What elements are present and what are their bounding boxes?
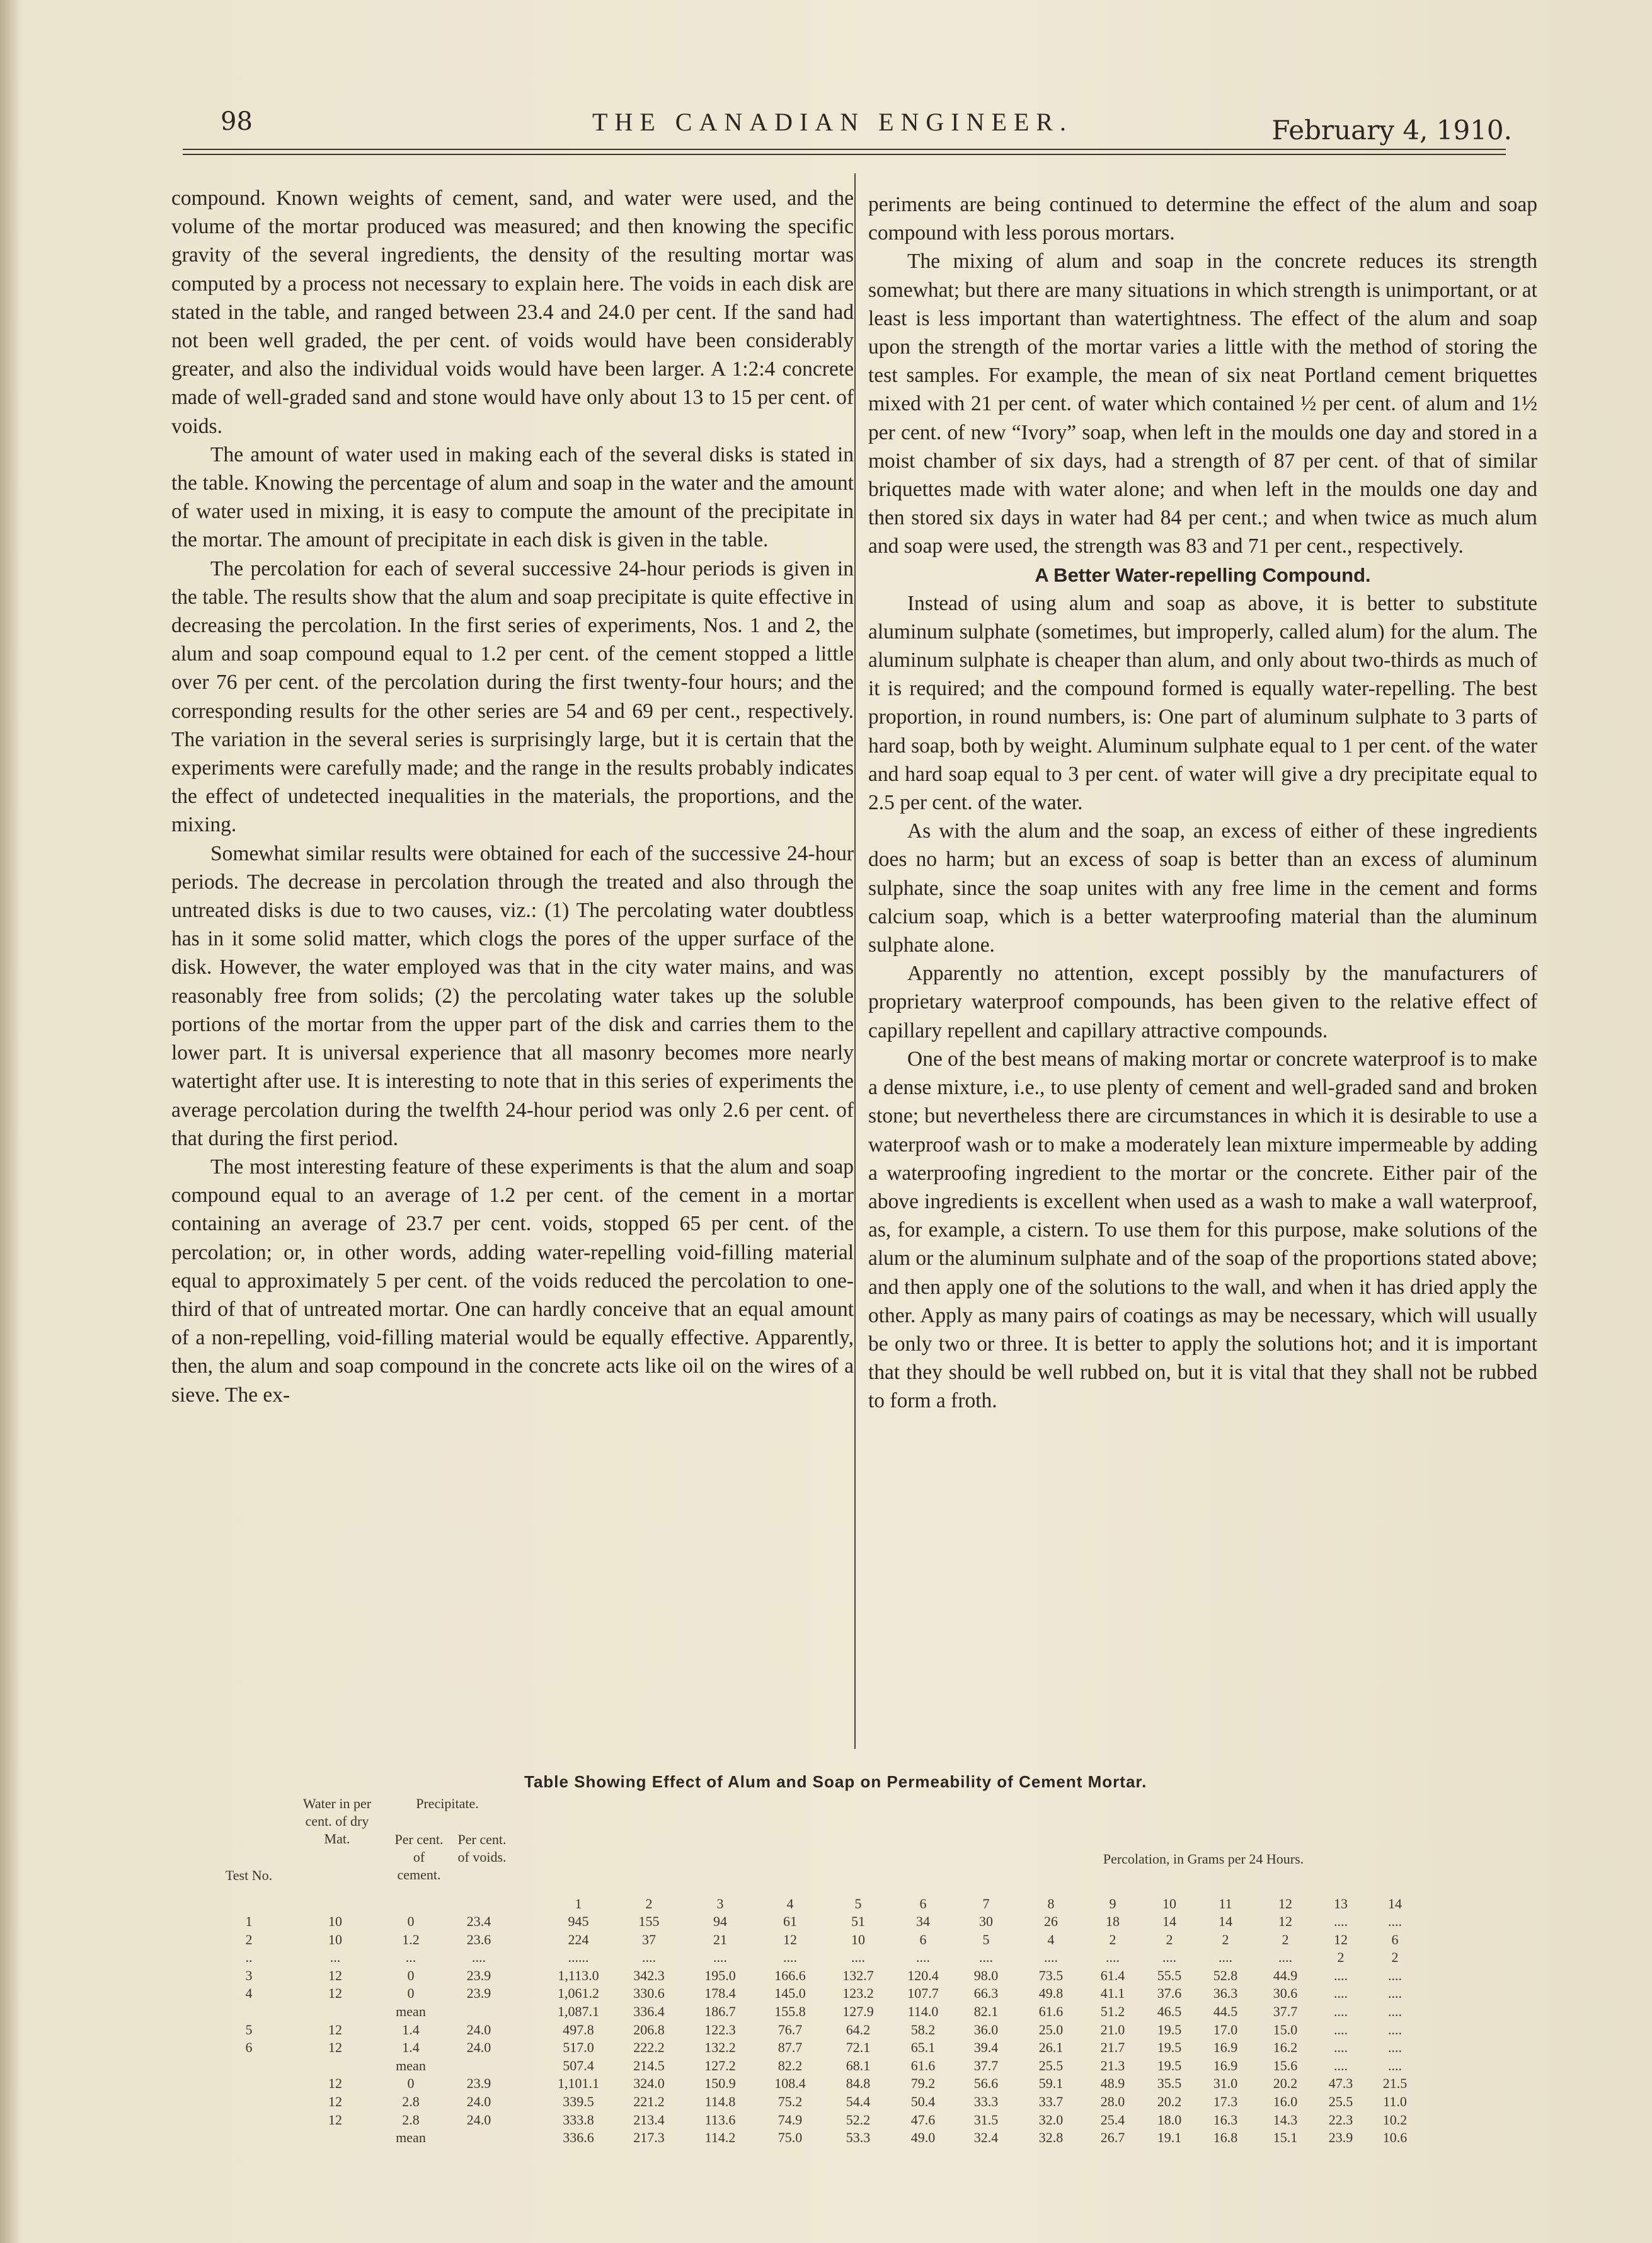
table-cell: 14 <box>1219 1913 1232 1929</box>
period-number: 3 <box>716 1896 724 1911</box>
table-cell: 30.6 <box>1273 1985 1298 2002</box>
paragraph: Somewhat similar results were obtained for each of the successive 24-hour periods. The decrease in percolation through the treated and also through the untreated disks is due to two causes, viz.: (1) The percolating water doubtless has in it some solid matter, which clogs the pores of the upper surface of the disk. However, the water employed was that in the city water mains, and was reasonably free from solids; (2) the percolating water takes up the soluble portions of the mortar from the upper part of the disk and carries them to the lower part. It is universal experience that all masonry becomes more nearly watertight after use. It is interesting to note that in this series of experiments the average percolation during the twelfth 24-hour period was only 2.6 per cent. of that during the first period. <box>171 841 854 1150</box>
table-cell: 145.0 <box>774 1985 806 2002</box>
table-cell: 24.0 <box>466 2021 491 2038</box>
table-cell: 10.2 <box>1382 2111 1408 2128</box>
table-cell: 5 <box>245 2021 253 2038</box>
period-number: 4 <box>786 1896 794 1911</box>
table-cell: 6 <box>919 1931 927 1947</box>
table-cell: 17.0 <box>1213 2021 1238 2038</box>
table-cell: 46.5 <box>1157 2004 1182 2019</box>
table-cell: 507.4 <box>563 2057 594 2073</box>
table-cell: 73.5 <box>1038 1967 1064 1983</box>
table-cell: 53.3 <box>846 2130 871 2146</box>
table-cell: .... <box>1219 1949 1232 1966</box>
table-cell: 28.0 <box>1100 2094 1125 2109</box>
table-cell: 150.9 <box>704 2075 736 2092</box>
table-cell: 41.1 <box>1100 1985 1125 2002</box>
table-cell: 23.4 <box>466 1913 491 1929</box>
table-cell: 23.9 <box>1328 2130 1353 2146</box>
table-cell: 1,087.1 <box>558 2004 599 2019</box>
table-cell: 214.5 <box>633 2057 665 2073</box>
table-cell: 127.9 <box>842 2004 874 2019</box>
table-cell: .... <box>1388 2021 1402 2038</box>
table-cell: 21 <box>713 1931 727 1947</box>
table-cell: 2 <box>245 1931 253 1947</box>
table-cell: 2 <box>1222 1931 1229 1947</box>
period-number: 11 <box>1219 1896 1232 1911</box>
table-cell: 34 <box>916 1913 930 1929</box>
table-cell: 49.8 <box>1038 1985 1064 2002</box>
table-cell: 166.6 <box>774 1967 806 1983</box>
table-cell: 23.9 <box>466 1985 491 2002</box>
table-cell: 16.8 <box>1213 2130 1238 2146</box>
table-cell: 2 <box>1282 1931 1289 1947</box>
table-cell: 3 <box>245 1967 253 1983</box>
table-cell: 0 <box>407 1985 415 2002</box>
table-cell: 51 <box>851 1913 865 1929</box>
table-cell: 16.9 <box>1213 2039 1238 2056</box>
header-per-voids: Per cent. of voids. <box>457 1831 507 1865</box>
table-cell: 26 <box>1044 1913 1058 1929</box>
period-number: 13 <box>1334 1896 1348 1911</box>
table-cell: ... <box>330 1949 341 1966</box>
table-cell: ... <box>405 1949 416 1966</box>
period-number: 5 <box>854 1896 862 1911</box>
table-cell: 24.0 <box>466 2094 491 2109</box>
table-cell: 14.3 <box>1273 2111 1298 2128</box>
table-cell: 120.4 <box>907 1967 939 1983</box>
table-cell: 65.1 <box>910 2039 936 2056</box>
table-cell: 222.2 <box>633 2039 665 2056</box>
period-number: 14 <box>1388 1896 1402 1911</box>
table-cell: 221.2 <box>633 2094 665 2109</box>
table-cell: 79.2 <box>910 2075 936 2092</box>
table-cell: 23.6 <box>466 1931 491 1947</box>
table-cell: 82.2 <box>777 2057 803 2073</box>
table-cell: .... <box>1106 1949 1120 1966</box>
table-cell: 12 <box>1278 1913 1292 1929</box>
table-cell: 31.0 <box>1213 2075 1238 2092</box>
table-cell: ...... <box>568 1949 589 1966</box>
table-cell: 127.2 <box>704 2057 736 2073</box>
table-cell: 32.4 <box>973 2130 999 2146</box>
period-number: 2 <box>645 1896 653 1911</box>
table-cell: 12 <box>1334 1931 1348 1947</box>
table-cell: 19.1 <box>1157 2130 1182 2146</box>
paragraph: The amount of water used in making each of the several disks is stated in the table. Knowing the percentage of alum and soap in the water and the amount of water used in mixing, it is easy to compute the amount of the precipitate in the mortar. The amount of precipitate in each disk is given in the table. <box>171 442 854 552</box>
table-cell: .... <box>1388 1913 1402 1929</box>
table-cell: 37 <box>642 1931 656 1947</box>
paragraph: compound. Known weights of cement, sand, and water were used, and the volume of the mortar produced was measured; and then knowing the specific gravity of the several ingredients, the density of the resulting mortar was computed by a process not necessary to explain here. The voids in each disk are stated in the table, and ranged between 23.4 and 24.0 per cent. If the sand had not been well graded, the per cent. of voids would have been considerably greater, and also the individual voids would have been larger. A 1:2:4 concrete made of well-graded sand and stone would have only about 13 to 15 per cent. of voids. <box>171 187 854 438</box>
table-cell: 6 <box>1391 1931 1399 1947</box>
header-per-cement: Per cent. of cement. <box>394 1831 444 1883</box>
table-cell: 6 <box>245 2039 253 2056</box>
table-cell: mean <box>396 2130 426 2146</box>
table-cell: 2.8 <box>402 2094 420 2109</box>
table-cell: .... <box>1334 2057 1348 2073</box>
table-cell: .... <box>916 1949 930 1966</box>
table-cell: 1.4 <box>402 2039 420 2056</box>
table-cell: 224 <box>568 1931 589 1947</box>
table-cell: 61.4 <box>1100 1967 1125 1983</box>
table-title: Table Showing Effect of Alum and Soap on Permeability of Cement Mortar. <box>524 1772 1147 1791</box>
table-cell: 30 <box>979 1913 993 1929</box>
paragraph: One of the best means of making mortar or concrete waterproof is to make a dense mixture, i.e., to use plenty of cement and well-graded sand and broken stone; but nevertheless there are circumstances in which it is desirable to use a waterproof wash or to make a moderately lean mixture impermeable by adding a waterproofing ingredient to the mortar or the concrete. Either pair of the above ingredients is excellent when used as a wash to make a wall waterproof, as, for example, a cistern. To use them for this purpose, make solutions of the alum or the aluminum sulphate and of the soap of the proportions stated above; and then apply one of the solutions to the wall, and when it has dried apply the other. Apply as many pairs of coatings as may be necessary, which will usually be only two or three. It is better to apply the solutions hot; and it is important that they should be well rubbed on, but it is vital that they shall not be rubbed to form a froth. <box>868 1047 1537 1413</box>
table-cell: 36.0 <box>973 2021 999 2038</box>
table-cell: 82.1 <box>973 2004 999 2019</box>
table-cell: 26.7 <box>1100 2130 1125 2146</box>
header-water: Water in per cent. of dry Mat. <box>302 1796 372 1847</box>
table-cell: 37.7 <box>1273 2004 1298 2019</box>
table-cell: .... <box>472 1949 486 1966</box>
table-cell: 37.6 <box>1157 1985 1182 2002</box>
table-cell: 15.0 <box>1273 2021 1298 2038</box>
table-cell: 14 <box>1162 1913 1176 1929</box>
table-cell: 324.0 <box>633 2075 665 2092</box>
table-cell: 114.8 <box>704 2094 736 2109</box>
table-cell: 342.3 <box>633 1967 665 1983</box>
table-cell: 18.0 <box>1157 2111 1182 2128</box>
table-cell: 20.2 <box>1273 2075 1298 2092</box>
table-cell: 68.1 <box>846 2057 871 2073</box>
table-cell: 75.0 <box>777 2130 803 2146</box>
table-cell: 336.6 <box>563 2130 594 2146</box>
table-cell: 10 <box>328 1931 342 1947</box>
table-cell: 0 <box>407 2075 415 2092</box>
table-cell: 16.0 <box>1273 2094 1298 2109</box>
table-cell: 22.3 <box>1328 2111 1353 2128</box>
table-cell: 33.3 <box>973 2094 999 2109</box>
table-cell: 206.8 <box>633 2021 665 2038</box>
table-cell: 15.1 <box>1273 2130 1298 2146</box>
table-cell: 16.2 <box>1273 2039 1298 2056</box>
table-cell: 17.3 <box>1213 2094 1238 2109</box>
table-cell: .... <box>1334 1985 1348 2002</box>
issue-date: February 4, 1910. <box>1271 115 1512 146</box>
table-cell: 1 <box>245 1913 253 1929</box>
table-cell: 517.0 <box>563 2039 594 2056</box>
period-number: 7 <box>982 1896 990 1911</box>
table-cell: 5 <box>982 1931 990 1947</box>
table-cell: 945 <box>568 1913 589 1929</box>
table-cell: 94 <box>713 1913 727 1929</box>
table-cell: 44.5 <box>1213 2004 1238 2019</box>
table-cell: 74.9 <box>777 2111 803 2128</box>
table-cell: 59.1 <box>1038 2075 1064 2092</box>
table-cell: 66.3 <box>973 1985 999 2002</box>
table-cell: 26.1 <box>1038 2039 1064 2056</box>
table-cell: .... <box>1334 2004 1348 2019</box>
journal-title: THE CANADIAN ENGINEER. <box>592 108 1074 136</box>
paragraph: Instead of using alum and soap as above, it is better to substitute aluminum sulphate (sometimes, but improperly, called alum) for the alum. The aluminum sulphate is cheaper than alum, and only about two-thirds as much of it is required; and the compound formed is equally water-repelling. The best proportion, in round numbers, is: One part of aluminum sulphate to 3 parts of hard soap, both by weight. Aluminum sulphate equal to 1 per cent. of the water and hard soap equal to 3 per cent. of water will give a dry precipitate equal to 2.5 per cent. of the water. <box>868 591 1537 815</box>
table-cell: 155.8 <box>774 2004 806 2019</box>
table-cell: 48.9 <box>1100 2075 1125 2092</box>
table-cell: mean <box>396 2004 426 2019</box>
table-cell: 19.5 <box>1157 2057 1182 2073</box>
table-cell: 61 <box>783 1913 797 1929</box>
table-cell: .... <box>1388 2004 1402 2019</box>
table-cell: 24.0 <box>466 2111 491 2128</box>
table-cell: 107.7 <box>907 1985 939 2002</box>
table-cell: .... <box>1334 2039 1348 2056</box>
table-cell: 12 <box>783 1931 797 1947</box>
table-cell: 25.5 <box>1038 2057 1064 2073</box>
table-cell: .... <box>1388 1985 1402 2002</box>
table-cell: 10.6 <box>1382 2130 1408 2146</box>
table-cell: mean <box>396 2057 426 2073</box>
table-cell: 213.4 <box>633 2111 665 2128</box>
table-cell: 47.3 <box>1328 2075 1353 2092</box>
table-cell: 98.0 <box>973 1967 999 1983</box>
table-cell: 330.6 <box>633 1985 665 2002</box>
table-cell: 39.4 <box>973 2039 999 2056</box>
period-number: 12 <box>1278 1896 1292 1911</box>
table-cell: .... <box>1388 2057 1402 2073</box>
table-cell: 186.7 <box>704 2004 736 2019</box>
table-cell: 18 <box>1106 1913 1120 1929</box>
table-cell: 35.5 <box>1157 2075 1182 2092</box>
table-cell: .... <box>1388 2039 1402 2056</box>
table-cell: 12 <box>328 2021 342 2038</box>
table-cell: 108.4 <box>774 2075 806 2092</box>
table-cell: 21.5 <box>1382 2075 1408 2092</box>
table-cell: 32.0 <box>1038 2111 1064 2128</box>
table-cell: 16.9 <box>1213 2057 1238 2073</box>
paragraph: The percolation for each of several successive 24-hour periods is given in the table. The results show that the alum and soap precipitate is quite effective in decreasing the percolation. In the first series of experiments, Nos. 1 and 2, the alum and soap compound equal to 1.2 per cent. of the cement stopped a little over 76 per cent. of the percolation during the first twenty-four hours; and the corresponding results for the other series are 54 and 69 per cent., respectively. The variation in the several series is surprisingly large, but it is certain that the experiments were carefully made; and the range in the results probably indicates the effect of undetected inequalities in the materials, the proportions, and the mixing. <box>171 556 854 837</box>
table-cell: .... <box>1044 1949 1058 1966</box>
table-cell: 47.6 <box>910 2111 936 2128</box>
table-cell: 50.4 <box>910 2094 936 2109</box>
table-cell: 122.3 <box>704 2021 736 2038</box>
table-cell: 12 <box>328 1985 342 2002</box>
paragraph: The mixing of alum and soap in the concrete reduces its strength somewhat; but there are many situations in which strength is unimportant, or at least is less important than watertightness. The effect of the alum and soap upon the strength of the mortar varies a little with the method of storing the test samples. For example, the mean of six neat Portland cement briquettes mixed with 21 per cent. of water which contained ½ per cent. of alum and 1½ per cent. of new “Ivory” soap, when left in the moulds one day and stored in a moist chamber of six days, had a strength of 87 per cent. of that of similar briquettes made with water alone; and when left in the moulds one day and then stored six days in water had 84 per cent.; and when twice as much alum and soap were used, the strength was 83 and 71 per cent., respectively. <box>868 250 1537 558</box>
period-number: 1 <box>575 1896 582 1911</box>
table-cell: .... <box>851 1949 865 1966</box>
table-cell: 44.9 <box>1273 1967 1298 1983</box>
table-cell: 51.2 <box>1100 2004 1125 2019</box>
table-cell: .... <box>783 1949 797 1966</box>
table-cell: .... <box>642 1949 656 1966</box>
table-cell: 25.5 <box>1328 2094 1353 2109</box>
table-cell: 12 <box>328 2111 342 2128</box>
table-cell: 0 <box>407 1913 415 1929</box>
table-cell: 84.8 <box>846 2075 871 2092</box>
table-cell: 52.8 <box>1213 1967 1238 1983</box>
table-cell: 36.3 <box>1213 1985 1238 2002</box>
paragraph: As with the alum and the soap, an excess of either of these ingredients does no harm; but an excess of soap is better than an excess of aluminum sulphate, since the soap unites with any free lime in the cement and forms calcium soap, which is a better waterproofing material than the aluminum sulphate alone. <box>868 819 1537 957</box>
table-cell: 19.5 <box>1157 2039 1182 2056</box>
table-cell: 33.7 <box>1038 2094 1064 2109</box>
table-cell: 23.9 <box>466 2075 491 2092</box>
table-cell: 56.6 <box>973 2075 999 2092</box>
table-cell: 333.8 <box>563 2111 594 2128</box>
table-cell: 336.4 <box>633 2004 665 2019</box>
table-cell: 11.0 <box>1383 2094 1407 2109</box>
period-number: 8 <box>1047 1896 1055 1911</box>
table-cell: 2 <box>1109 1931 1116 1947</box>
table-cell: 2 <box>1337 1949 1345 1966</box>
header-precipitate: Precipitate. <box>416 1796 479 1811</box>
table-cell: .... <box>1334 2021 1348 2038</box>
table-cell: 58.2 <box>910 2021 936 2038</box>
table-cell: 339.5 <box>563 2094 594 2109</box>
table-cell: 132.2 <box>704 2039 736 2056</box>
table-cell: 4 <box>245 1985 253 2002</box>
table-cell: 25.0 <box>1038 2021 1064 2038</box>
table-cell: 1,101.1 <box>558 2075 599 2092</box>
table-cell: 16.3 <box>1213 2111 1238 2128</box>
table-cell: 4 <box>1047 1931 1055 1947</box>
table-cell: 87.7 <box>777 2039 803 2056</box>
table-cell: 25.4 <box>1100 2111 1125 2128</box>
table-cell: 2 <box>1391 1949 1399 1966</box>
table-cell: 21.3 <box>1100 2057 1125 2073</box>
table-cell: 32.8 <box>1038 2130 1064 2146</box>
header-percolation: Percolation, in Grams per 24 Hours. <box>1103 1851 1304 1867</box>
table-cell: 0 <box>407 1967 415 1983</box>
table-cell: 12 <box>328 2094 342 2109</box>
table-cell: 20.2 <box>1157 2094 1182 2109</box>
table-cell: 15.6 <box>1273 2057 1298 2073</box>
table-cell: 2.8 <box>402 2111 420 2128</box>
paragraph: periments are being continued to determine the effect of the alum and soap compound with less porous mortars. <box>868 193 1537 245</box>
table-cell: 1,113.0 <box>558 1967 599 1983</box>
table-cell: 75.2 <box>777 2094 803 2109</box>
table-cell: 61.6 <box>1038 2004 1064 2019</box>
table-cell: .... <box>1334 1967 1348 1983</box>
table-cell: .. <box>245 1949 253 1966</box>
table-cell: 217.3 <box>633 2130 665 2146</box>
table-cell: 132.7 <box>842 1967 874 1983</box>
table-cell: 114.2 <box>704 2130 736 2146</box>
table-cell: 2 <box>1166 1931 1173 1947</box>
header-test: Test No. <box>225 1867 273 1883</box>
table-cell: 12 <box>328 2075 342 2092</box>
table-cell: 10 <box>328 1913 342 1929</box>
table-cell: 114.0 <box>907 2004 939 2019</box>
period-number: 9 <box>1109 1896 1116 1911</box>
paragraph: The most interesting feature of these experiments is that the alum and soap compound equal to an average of 1.2 per cent. of the cement in a mortar containing an average of 23.7 per cent. voids, stopped 65 per cent. of the percolation; or, in other words, adding water-repelling void-filling material equal to approximately 5 per cent. of the voids reduced the percolation to one-third of that of untreated mortar. One can hardly conceive that an equal amount of a non-repelling, void-filling material would be equally effective. Apparently, then, the alum and soap compound in the concrete acts like oil on the wires of a sieve. The ex- <box>171 1155 854 1407</box>
table-cell: .... <box>1162 1949 1176 1966</box>
table-cell: 178.4 <box>704 1985 736 2002</box>
table-cell: 195.0 <box>704 1967 736 1983</box>
table-cell: 52.2 <box>846 2111 871 2128</box>
table-cell: 31.5 <box>973 2111 999 2128</box>
table-cell: 497.8 <box>563 2021 594 2038</box>
period-number: 6 <box>919 1896 927 1911</box>
section-heading: A Better Water-repelling Compound. <box>1035 563 1371 586</box>
table-cell: 19.5 <box>1157 2021 1182 2038</box>
table-cell: 21.0 <box>1100 2021 1125 2038</box>
table-cell: .... <box>1388 1967 1402 1983</box>
table-cell: 64.2 <box>846 2021 871 2038</box>
table-cell: 21.7 <box>1100 2039 1125 2056</box>
table-cell: 1.4 <box>402 2021 420 2038</box>
paragraph: Apparently no attention, except possibly by the manufacturers of proprietary waterproof compounds, has been given to the relative effect of capillary repellent and capillary attractive compounds. <box>868 962 1537 1042</box>
table-cell: 49.0 <box>910 2130 936 2146</box>
table-cell: 76.7 <box>777 2021 803 2038</box>
table-cell: 1.2 <box>402 1931 420 1947</box>
period-number: 10 <box>1162 1896 1176 1911</box>
table-cell: 10 <box>851 1931 865 1947</box>
table-cell: 37.7 <box>973 2057 999 2073</box>
page-number: 98 <box>221 107 253 136</box>
table-cell: 23.9 <box>466 1967 491 1983</box>
table-cell: 55.5 <box>1157 1967 1182 1983</box>
table-cell: 61.6 <box>910 2057 936 2073</box>
table-cell: .... <box>1334 1913 1348 1929</box>
table-cell: 123.2 <box>842 1985 874 2002</box>
table-cell: 12 <box>328 2039 342 2056</box>
table-cell: 12 <box>328 1967 342 1983</box>
table-cell: 1,061.2 <box>558 1985 599 2002</box>
table-cell: 54.4 <box>846 2094 871 2109</box>
table-cell: 72.1 <box>846 2039 871 2056</box>
table-cell: 113.6 <box>704 2111 736 2128</box>
table-cell: .... <box>979 1949 993 1966</box>
table-cell: 155 <box>638 1913 660 1929</box>
table-cell: .... <box>1278 1949 1292 1966</box>
table-cell: .... <box>713 1949 727 1966</box>
table-cell: 24.0 <box>466 2039 491 2056</box>
